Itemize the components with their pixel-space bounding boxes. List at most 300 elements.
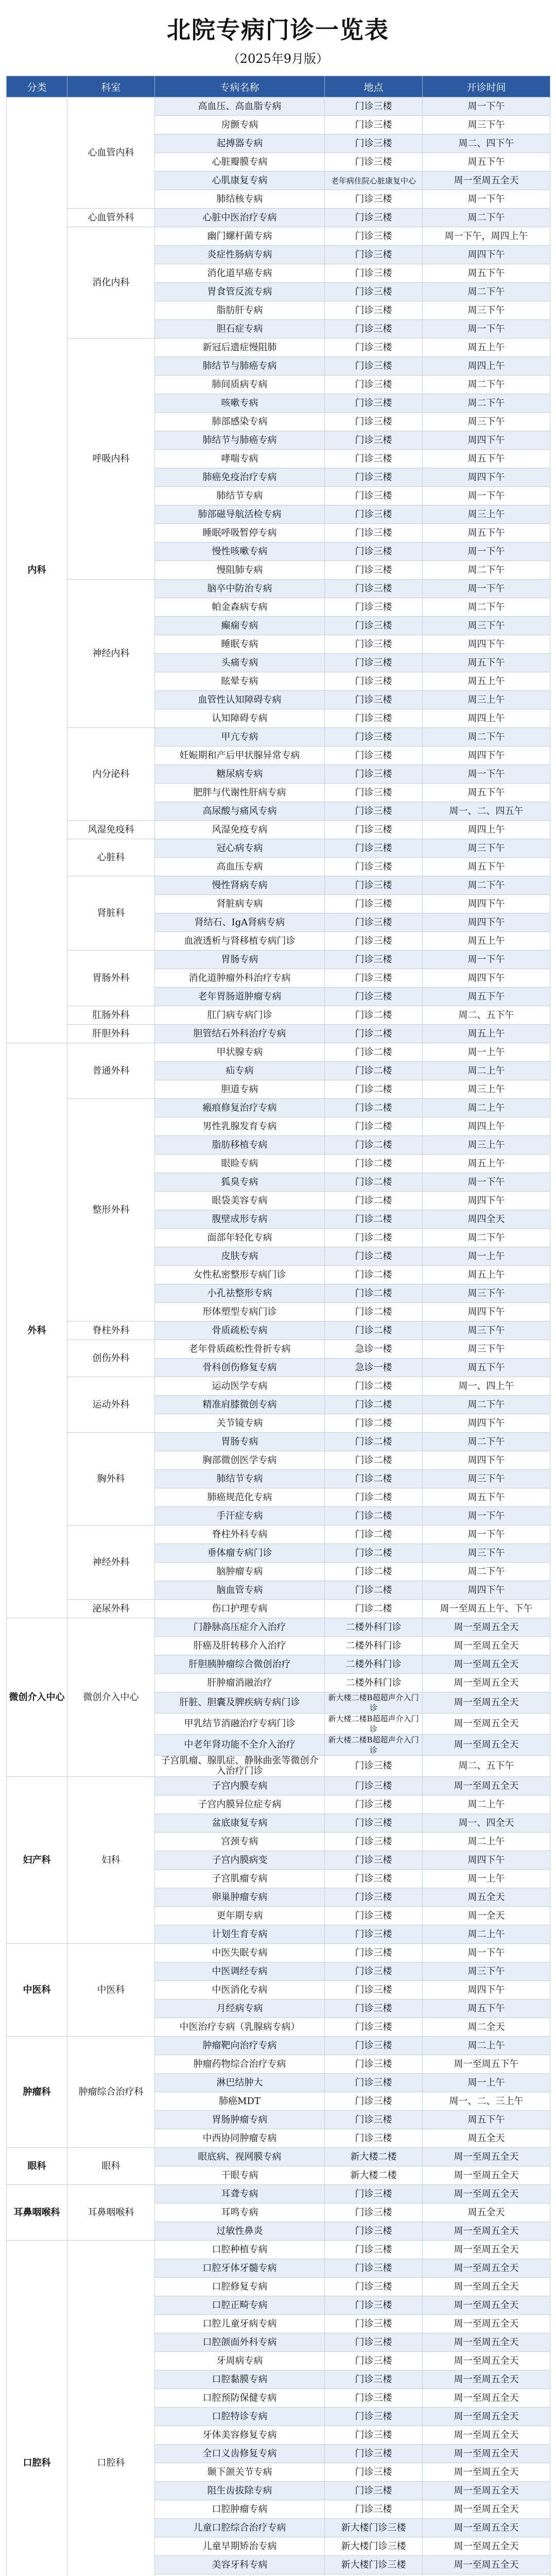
location-cell: 门诊二楼 <box>325 1303 423 1321</box>
location-cell: 门诊三楼 <box>325 190 423 209</box>
time-cell: 周一至周五全天 <box>423 2556 550 2574</box>
disease-cell: 口腔正畸专病 <box>155 2296 325 2315</box>
time-cell: 周一、二、三上午 <box>423 2092 550 2111</box>
time-cell: 周一至周五全天 <box>423 2222 550 2241</box>
location-cell: 门诊二楼 <box>325 1136 423 1155</box>
disease-cell: 幽门螺杆菌专病 <box>155 227 325 246</box>
disease-cell: 慢性咳嗽专病 <box>155 543 325 561</box>
time-cell: 周五下午 <box>423 2111 550 2129</box>
time-cell: 周一下午 <box>423 1944 550 1962</box>
location-cell: 门诊三楼 <box>325 1795 423 1814</box>
department-cell: 心脏科 <box>67 839 155 876</box>
time-cell: 周二下午 <box>423 283 550 301</box>
time-cell: 周二下午 <box>423 598 550 617</box>
disease-cell: 伤口护理专病 <box>155 1600 325 1618</box>
time-cell: 周一至周五全天 <box>423 2278 550 2296</box>
location-cell: 门诊三楼 <box>325 802 423 821</box>
disease-cell: 胃食管反流专病 <box>155 283 325 301</box>
location-cell: 门诊三楼 <box>325 2018 423 2037</box>
disease-cell: 肥胖与代谢性肝病专病 <box>155 784 325 802</box>
header-disease: 专病名称 <box>155 76 325 97</box>
location-cell: 门诊二楼 <box>325 1173 423 1192</box>
disease-cell: 肺癌MDT <box>155 2092 325 2111</box>
location-cell: 门诊三楼 <box>325 524 423 543</box>
disease-cell: 眩晕专病 <box>155 672 325 691</box>
disease-cell: 脂肪肝专病 <box>155 301 325 320</box>
disease-cell: 消化道肿瘤外科治疗专病 <box>155 969 325 988</box>
disease-cell: 口腔预防保健专病 <box>155 2389 325 2408</box>
disease-cell: 过敏性鼻炎 <box>155 2222 325 2241</box>
location-cell: 门诊三楼 <box>325 635 423 654</box>
time-cell: 周三下午 <box>423 617 550 635</box>
location-cell: 门诊三楼 <box>325 468 423 487</box>
disease-cell: 糖尿病专病 <box>155 765 325 784</box>
time-cell: 周一至周五全天 <box>423 2500 550 2519</box>
table-row <box>7 338 550 357</box>
location-cell: 门诊三楼 <box>325 1814 423 1833</box>
disease-cell: 帕金森病专病 <box>155 598 325 617</box>
department-cell: 肿瘤综合治疗科 <box>67 2037 155 2148</box>
time-cell: 周二下午 <box>423 561 550 580</box>
time-cell: 周二下午 <box>423 1229 550 1247</box>
table-row <box>7 1600 550 1618</box>
disease-cell: 肺部磁导航活检专病 <box>155 505 325 524</box>
time-cell: 周一下午 <box>423 487 550 505</box>
location-cell: 门诊三楼 <box>325 784 423 802</box>
disease-cell: 肺间质病专病 <box>155 376 325 394</box>
time-cell: 周二上午 <box>423 1099 550 1117</box>
location-cell: 门诊二楼 <box>325 1192 423 1210</box>
time-cell: 周一至周五全天 <box>423 2482 550 2500</box>
department-cell: 消化内科 <box>67 227 155 338</box>
location-cell: 门诊三楼 <box>325 134 423 153</box>
location-cell: 门诊三楼 <box>325 839 423 858</box>
disease-cell: 甲亢专病 <box>155 728 325 747</box>
time-cell: 周二下午 <box>423 876 550 895</box>
time-cell: 周四上午 <box>423 821 550 839</box>
time-cell: 周二下午 <box>423 1563 550 1581</box>
disease-cell: 形体塑型专病门诊 <box>155 1303 325 1321</box>
location-cell: 门诊三楼 <box>325 97 423 116</box>
disease-cell: 口腔儿童牙病专病 <box>155 2315 325 2333</box>
time-cell: 周四下午 <box>423 468 550 487</box>
disease-cell: 颞下颌关节专病 <box>155 2463 325 2482</box>
time-cell: 周一至周五全天 <box>423 2519 550 2537</box>
location-cell: 门诊三楼 <box>325 543 423 561</box>
disease-cell: 脂肪移植专病 <box>155 1136 325 1155</box>
disease-cell: 计划生育专病 <box>155 1925 325 1944</box>
time-cell: 周一上午 <box>423 2074 550 2092</box>
time-cell: 周五下午 <box>423 858 550 876</box>
time-cell: 周一下午 <box>423 1526 550 1544</box>
disease-cell: 关节镜专病 <box>155 1414 325 1433</box>
time-cell: 周二、四下午 <box>423 134 550 153</box>
location-cell: 门诊三楼 <box>325 2482 423 2500</box>
time-cell: 周一至周五全天 <box>423 1637 550 1655</box>
location-cell: 门诊二楼 <box>325 1099 423 1117</box>
disease-cell: 肺结核专病 <box>155 190 325 209</box>
location-cell: 门诊三楼 <box>325 2111 423 2129</box>
time-cell: 周一上午 <box>423 1247 550 1266</box>
disease-cell: 肿瘤药物综合治疗专病 <box>155 2055 325 2074</box>
time-cell: 周二上午 <box>423 1833 550 1851</box>
table-row <box>7 821 550 839</box>
time-cell: 周一下午 <box>423 97 550 116</box>
location-cell <box>325 2574 423 2576</box>
header-category: 分类 <box>7 76 67 97</box>
time-cell: 周一至周五全天 <box>423 1618 550 1637</box>
disease-cell: 肾脏病专病 <box>155 895 325 913</box>
disease-cell: 狐臭专病 <box>155 1173 325 1192</box>
location-cell: 门诊三楼 <box>325 338 423 357</box>
disease-cell: 口腔修复专病 <box>155 2278 325 2296</box>
time-cell: 周二上午 <box>423 1795 550 1814</box>
time-cell: 周四下午 <box>423 1192 550 1210</box>
disease-cell: 瘢痕修复治疗专病 <box>155 1099 325 1117</box>
time-cell: 周三下午 <box>423 116 550 134</box>
location-cell: 门诊三楼 <box>325 394 423 413</box>
department-cell: 中医科 <box>67 1944 155 2037</box>
location-cell: 门诊二楼 <box>325 1117 423 1136</box>
table-row <box>7 2241 550 2259</box>
time-cell: 周五下午 <box>423 1359 550 1377</box>
location-cell: 门诊三楼 <box>325 858 423 876</box>
disease-cell: 面部年轻化专病 <box>155 1229 325 1247</box>
location-cell: 门诊三楼 <box>325 1962 423 1981</box>
table-row <box>7 1340 550 1359</box>
disease-cell: 女性私密整形专病门诊 <box>155 1266 325 1284</box>
time-cell: 周一至周五下午 <box>423 2055 550 2074</box>
table-row <box>7 227 550 246</box>
department-cell: 风湿免疫科 <box>67 821 155 839</box>
disease-cell: 高血压、高血脂专病 <box>155 97 325 116</box>
location-cell: 门诊三楼 <box>325 1999 423 2018</box>
time-cell: 周一至周五全天 <box>423 1692 550 1714</box>
disease-cell: 宫颈专病 <box>155 1833 325 1851</box>
time-cell: 周五下午 <box>423 654 550 672</box>
time-cell: 周三下午 <box>423 1962 550 1981</box>
time-cell: 周五上午 <box>423 1266 550 1284</box>
page-title: 北院专病门诊一览表 <box>167 16 389 44</box>
disease-cell: 房颤专病 <box>155 116 325 134</box>
location-cell: 门诊三楼 <box>325 376 423 394</box>
disease-cell: 胆石症专病 <box>155 320 325 338</box>
location-cell: 门诊二楼 <box>325 1321 423 1340</box>
time-cell: 周四下午 <box>423 635 550 654</box>
disease-cell: 冠心病专病 <box>155 839 325 858</box>
location-cell: 门诊二楼 <box>325 1155 423 1173</box>
department-cell: 微创介入中心 <box>67 1618 155 1777</box>
time-cell: 周一至周五全天 <box>423 2389 550 2408</box>
location-cell: 门诊三楼 <box>325 264 423 283</box>
location-cell: 门诊三楼 <box>325 2092 423 2111</box>
time-cell: 周三下午 <box>423 1544 550 1563</box>
location-cell: 门诊三楼 <box>325 2500 423 2519</box>
disease-cell: 运动医学专病 <box>155 1377 325 1396</box>
location-cell: 门诊三楼 <box>325 580 423 598</box>
location-cell: 门诊三楼 <box>325 2426 423 2445</box>
time-cell: 周一、四全天 <box>423 1814 550 1833</box>
disease-cell: 肝胆胰肿瘤综合微创治疗 <box>155 1655 325 1674</box>
location-cell: 门诊三楼 <box>325 2185 423 2204</box>
disease-cell: 肺结节专病 <box>155 1470 325 1488</box>
disease-cell: 子宫肌瘤、腺肌症、静脉曲张等微创介入治疗门诊 <box>155 1756 325 1777</box>
time-cell: 周四下午 <box>423 1451 550 1470</box>
disease-cell: 腹壁成形专病 <box>155 1210 325 1229</box>
time-cell: 周五下午 <box>423 1999 550 2018</box>
time-cell: 周一上午 <box>423 1870 550 1888</box>
location-cell: 门诊三楼 <box>325 2389 423 2408</box>
location-cell: 门诊三楼 <box>325 1833 423 1851</box>
location-cell: 二楼外科门诊 <box>325 1655 423 1674</box>
location-cell: 门诊三楼 <box>325 913 423 932</box>
time-cell: 周四上午 <box>423 357 550 376</box>
disease-cell: 中医失眠专病 <box>155 1944 325 1962</box>
time-cell: 周四下午 <box>423 1581 550 1600</box>
time-cell: 周一下午 <box>423 320 550 338</box>
disease-cell: 头痛专病 <box>155 654 325 672</box>
time-cell: 周五下午 <box>423 524 550 543</box>
time-cell: 周四上午 <box>423 709 550 728</box>
disease-cell: 脑血管专病 <box>155 1581 325 1600</box>
header-location: 地点 <box>325 76 423 97</box>
time-cell: 周五下午 <box>423 153 550 172</box>
time-cell: 周五下午 <box>423 988 550 1006</box>
disease-cell: 口腔颌面外科专病 <box>155 2333 325 2352</box>
category-cell: 微创介入中心 <box>7 1618 67 1777</box>
table-row <box>7 876 550 895</box>
category-cell: 外科 <box>7 1043 67 1618</box>
table-row <box>7 2037 550 2055</box>
disease-cell: 干眼专病 <box>155 2166 325 2185</box>
disease-cell: 眼底病、视网膜专病 <box>155 2148 325 2166</box>
time-cell: 周四下午 <box>423 1414 550 1433</box>
location-cell: 二楼外科门诊 <box>325 1637 423 1655</box>
location-cell: 门诊三楼 <box>325 2408 423 2426</box>
location-cell: 门诊二楼 <box>325 1006 423 1025</box>
disease-cell: 子宫肌瘤专病 <box>155 1870 325 1888</box>
location-cell: 门诊二楼 <box>325 1507 423 1526</box>
location-cell: 门诊三楼 <box>325 2352 423 2370</box>
disease-cell: 睡眠专病 <box>155 635 325 654</box>
disease-cell: 肺癌规范化专病 <box>155 1488 325 1507</box>
time-cell: 周二下午 <box>423 209 550 227</box>
department-cell: 胃肠外科 <box>67 951 155 1006</box>
time-cell: 周四全天 <box>423 1210 550 1229</box>
disease-cell: 脑肿瘤专病 <box>155 1563 325 1581</box>
table-row <box>7 1321 550 1340</box>
department-cell: 泌尿外科 <box>67 1600 155 1618</box>
time-cell: 周三上午 <box>423 1080 550 1099</box>
time-cell: 周三下午 <box>423 1340 550 1359</box>
disease-cell: 肛门病专病门诊 <box>155 1006 325 1025</box>
time-cell: 周一下午 <box>423 1507 550 1526</box>
time-cell: 周一至周五全天 <box>423 2463 550 2482</box>
disease-cell: 肺结节与肺癌专病 <box>155 431 325 450</box>
disease-cell: 更年期专病 <box>155 1907 325 1925</box>
time-cell: 周一至周五全天 <box>423 2352 550 2370</box>
department-cell: 神经内科 <box>67 580 155 728</box>
disease-cell: 肝脏、胆囊及脾疾病专病门诊 <box>155 1692 325 1714</box>
disease-cell: 肺部感染专病 <box>155 413 325 431</box>
location-cell: 门诊三楼 <box>325 654 423 672</box>
location-cell: 门诊二楼 <box>325 1247 423 1266</box>
disease-cell: 新冠后遗症慢阻肺 <box>155 338 325 357</box>
disease-cell: 高血压专病 <box>155 858 325 876</box>
disease-cell: 血管性认知障碍专病 <box>155 691 325 709</box>
disease-cell: 心脏瓣膜专病 <box>155 153 325 172</box>
location-cell: 门诊三楼 <box>325 2278 423 2296</box>
department-cell: 肝胆外科 <box>67 1025 155 1043</box>
department-cell: 运动外科 <box>67 1377 155 1433</box>
time-cell: 周二上午 <box>423 1062 550 1080</box>
location-cell: 门诊三楼 <box>325 821 423 839</box>
table-row <box>7 2185 550 2204</box>
table-row <box>7 1618 550 1637</box>
location-cell: 门诊二楼 <box>325 1080 423 1099</box>
location-cell: 门诊三楼 <box>325 246 423 264</box>
department-cell: 心血管内科 <box>67 97 155 209</box>
location-cell: 门诊三楼 <box>325 1907 423 1925</box>
time-cell: 周五上午 <box>423 338 550 357</box>
disease-cell: 胆管结石外科治疗专病 <box>155 1025 325 1043</box>
time-cell: 周一至周五全天 <box>423 2445 550 2463</box>
disease-cell: 美容牙科专病 <box>155 2556 325 2574</box>
disease-cell: 肺结节专病 <box>155 487 325 505</box>
category-cell: 中医科 <box>7 1944 67 2037</box>
table-row <box>7 1006 550 1025</box>
time-cell: 周三下午 <box>423 839 550 858</box>
category-cell: 耳鼻咽喉科 <box>7 2185 67 2241</box>
time-cell: 周二下午 <box>423 1433 550 1451</box>
time-cell: 周四下午 <box>423 969 550 988</box>
disease-cell: 甲乳结节消融治疗专病门诊 <box>155 1714 325 1735</box>
time-cell: 周四下午 <box>423 246 550 264</box>
department-cell: 眼科 <box>67 2148 155 2185</box>
disease-cell: 中医消化专病 <box>155 1981 325 1999</box>
time-cell: 周一下午 <box>423 190 550 209</box>
disease-cell: 眼睑专病 <box>155 1155 325 1173</box>
location-cell: 门诊三楼 <box>325 895 423 913</box>
time-cell: 周四下午 <box>423 431 550 450</box>
location-cell: 门诊三楼 <box>325 2055 423 2074</box>
location-cell: 门诊三楼 <box>325 413 423 431</box>
table-header-row <box>7 76 550 97</box>
location-cell: 门诊三楼 <box>325 2370 423 2389</box>
location-cell: 门诊三楼 <box>325 617 423 635</box>
department-cell: 整形外科 <box>67 1099 155 1321</box>
time-cell: 周三下午 <box>423 301 550 320</box>
department-cell: 创伤外科 <box>67 1340 155 1377</box>
disease-cell: 皮肤专病 <box>155 1247 325 1266</box>
disease-cell: 耳鸣专病 <box>155 2204 325 2222</box>
table-row <box>7 728 550 747</box>
location-cell: 新大楼二楼B超超声介入门诊 <box>325 1692 423 1714</box>
department-cell: 内分泌科 <box>67 728 155 821</box>
time-cell: 周三下午 <box>423 1321 550 1340</box>
disease-cell: 子宫内膜异位症专病 <box>155 1795 325 1814</box>
disease-cell: 中老年肾功能不全介入治疗 <box>155 1735 325 1756</box>
time-cell: 周二、五下午 <box>423 1756 550 1777</box>
time-cell: 周二下午 <box>423 394 550 413</box>
location-cell: 门诊三楼 <box>325 487 423 505</box>
disease-cell <box>155 2574 325 2576</box>
disease-cell: 炎症性肠病专病 <box>155 246 325 264</box>
disease-cell: 月经病专病 <box>155 1999 325 2018</box>
disease-cell: 胃肠专病 <box>155 951 325 969</box>
location-cell: 门诊三楼 <box>325 283 423 301</box>
location-cell: 门诊三楼 <box>325 2204 423 2222</box>
department-cell: 脊柱外科 <box>67 1321 155 1340</box>
time-cell: 周二上午 <box>423 2037 550 2055</box>
location-cell: 门诊二楼 <box>325 1451 423 1470</box>
time-cell: 周二下午 <box>423 728 550 747</box>
location-cell: 门诊三楼 <box>325 932 423 951</box>
department-cell: 肛肠外科 <box>67 1006 155 1025</box>
time-cell: 周三下午 <box>423 1470 550 1488</box>
table-row <box>7 209 550 227</box>
table-row <box>7 951 550 969</box>
time-cell: 周一至周五全天 <box>423 1655 550 1674</box>
time-cell: 周二上午 <box>423 1925 550 1944</box>
time-cell: 周一至周五全天 <box>423 2148 550 2166</box>
header-department: 科室 <box>67 76 155 97</box>
time-cell: 周二下午 <box>423 376 550 394</box>
category-cell: 口腔科 <box>7 2241 67 2576</box>
location-cell: 门诊二楼 <box>325 1229 423 1247</box>
location-cell: 门诊三楼 <box>325 2463 423 2482</box>
location-cell: 门诊三楼 <box>325 747 423 765</box>
table-row <box>7 1777 550 1795</box>
time-cell: 周一至周五全天 <box>423 2333 550 2352</box>
department-cell: 口腔科 <box>67 2241 155 2576</box>
time-cell <box>423 2574 550 2576</box>
time-cell: 周五全天 <box>423 1888 550 1907</box>
time-cell: 周一下午，周四上午 <box>423 227 550 246</box>
time-cell: 周一下午 <box>423 951 550 969</box>
table-row <box>7 1025 550 1043</box>
disease-cell: 睡眠呼吸暂停专病 <box>155 524 325 543</box>
time-cell: 周一至周五全天 <box>423 1714 550 1735</box>
table-row <box>7 97 550 116</box>
table-row <box>7 839 550 858</box>
category-cell: 肿瘤科 <box>7 2037 67 2148</box>
time-cell: 周五上午 <box>423 1155 550 1173</box>
location-cell: 门诊三楼 <box>325 951 423 969</box>
disease-cell: 血液透析与肾移植专病门诊 <box>155 932 325 951</box>
department-cell: 呼吸内科 <box>67 338 155 580</box>
location-cell: 门诊二楼 <box>325 1470 423 1488</box>
page-subtitle: （2025年9月版） <box>227 52 329 66</box>
time-cell: 周一至周五全天 <box>423 2408 550 2426</box>
location-cell: 急诊一楼 <box>325 1359 423 1377</box>
time-cell: 周一至周五上午、下午 <box>423 1600 550 1618</box>
location-cell: 新大楼二楼 <box>325 2166 423 2185</box>
disease-cell: 口腔黏膜专病 <box>155 2370 325 2389</box>
disease-cell: 牙体美容修复专病 <box>155 2426 325 2445</box>
time-cell: 周一至周五全天 <box>423 1777 550 1795</box>
disease-cell: 肺结节与肺癌专病 <box>155 357 325 376</box>
disease-cell: 起搏器专病 <box>155 134 325 153</box>
time-cell: 周一至周五全天 <box>423 2426 550 2445</box>
location-cell: 门诊二楼 <box>325 1396 423 1414</box>
disease-cell: 骨科创伤修复专病 <box>155 1359 325 1377</box>
time-cell: 周一上午 <box>423 1043 550 1062</box>
location-cell: 门诊三楼 <box>325 672 423 691</box>
location-cell: 门诊三楼 <box>325 2333 423 2352</box>
disease-cell: 小孔祛整形专病 <box>155 1284 325 1303</box>
table-row <box>7 1526 550 1544</box>
